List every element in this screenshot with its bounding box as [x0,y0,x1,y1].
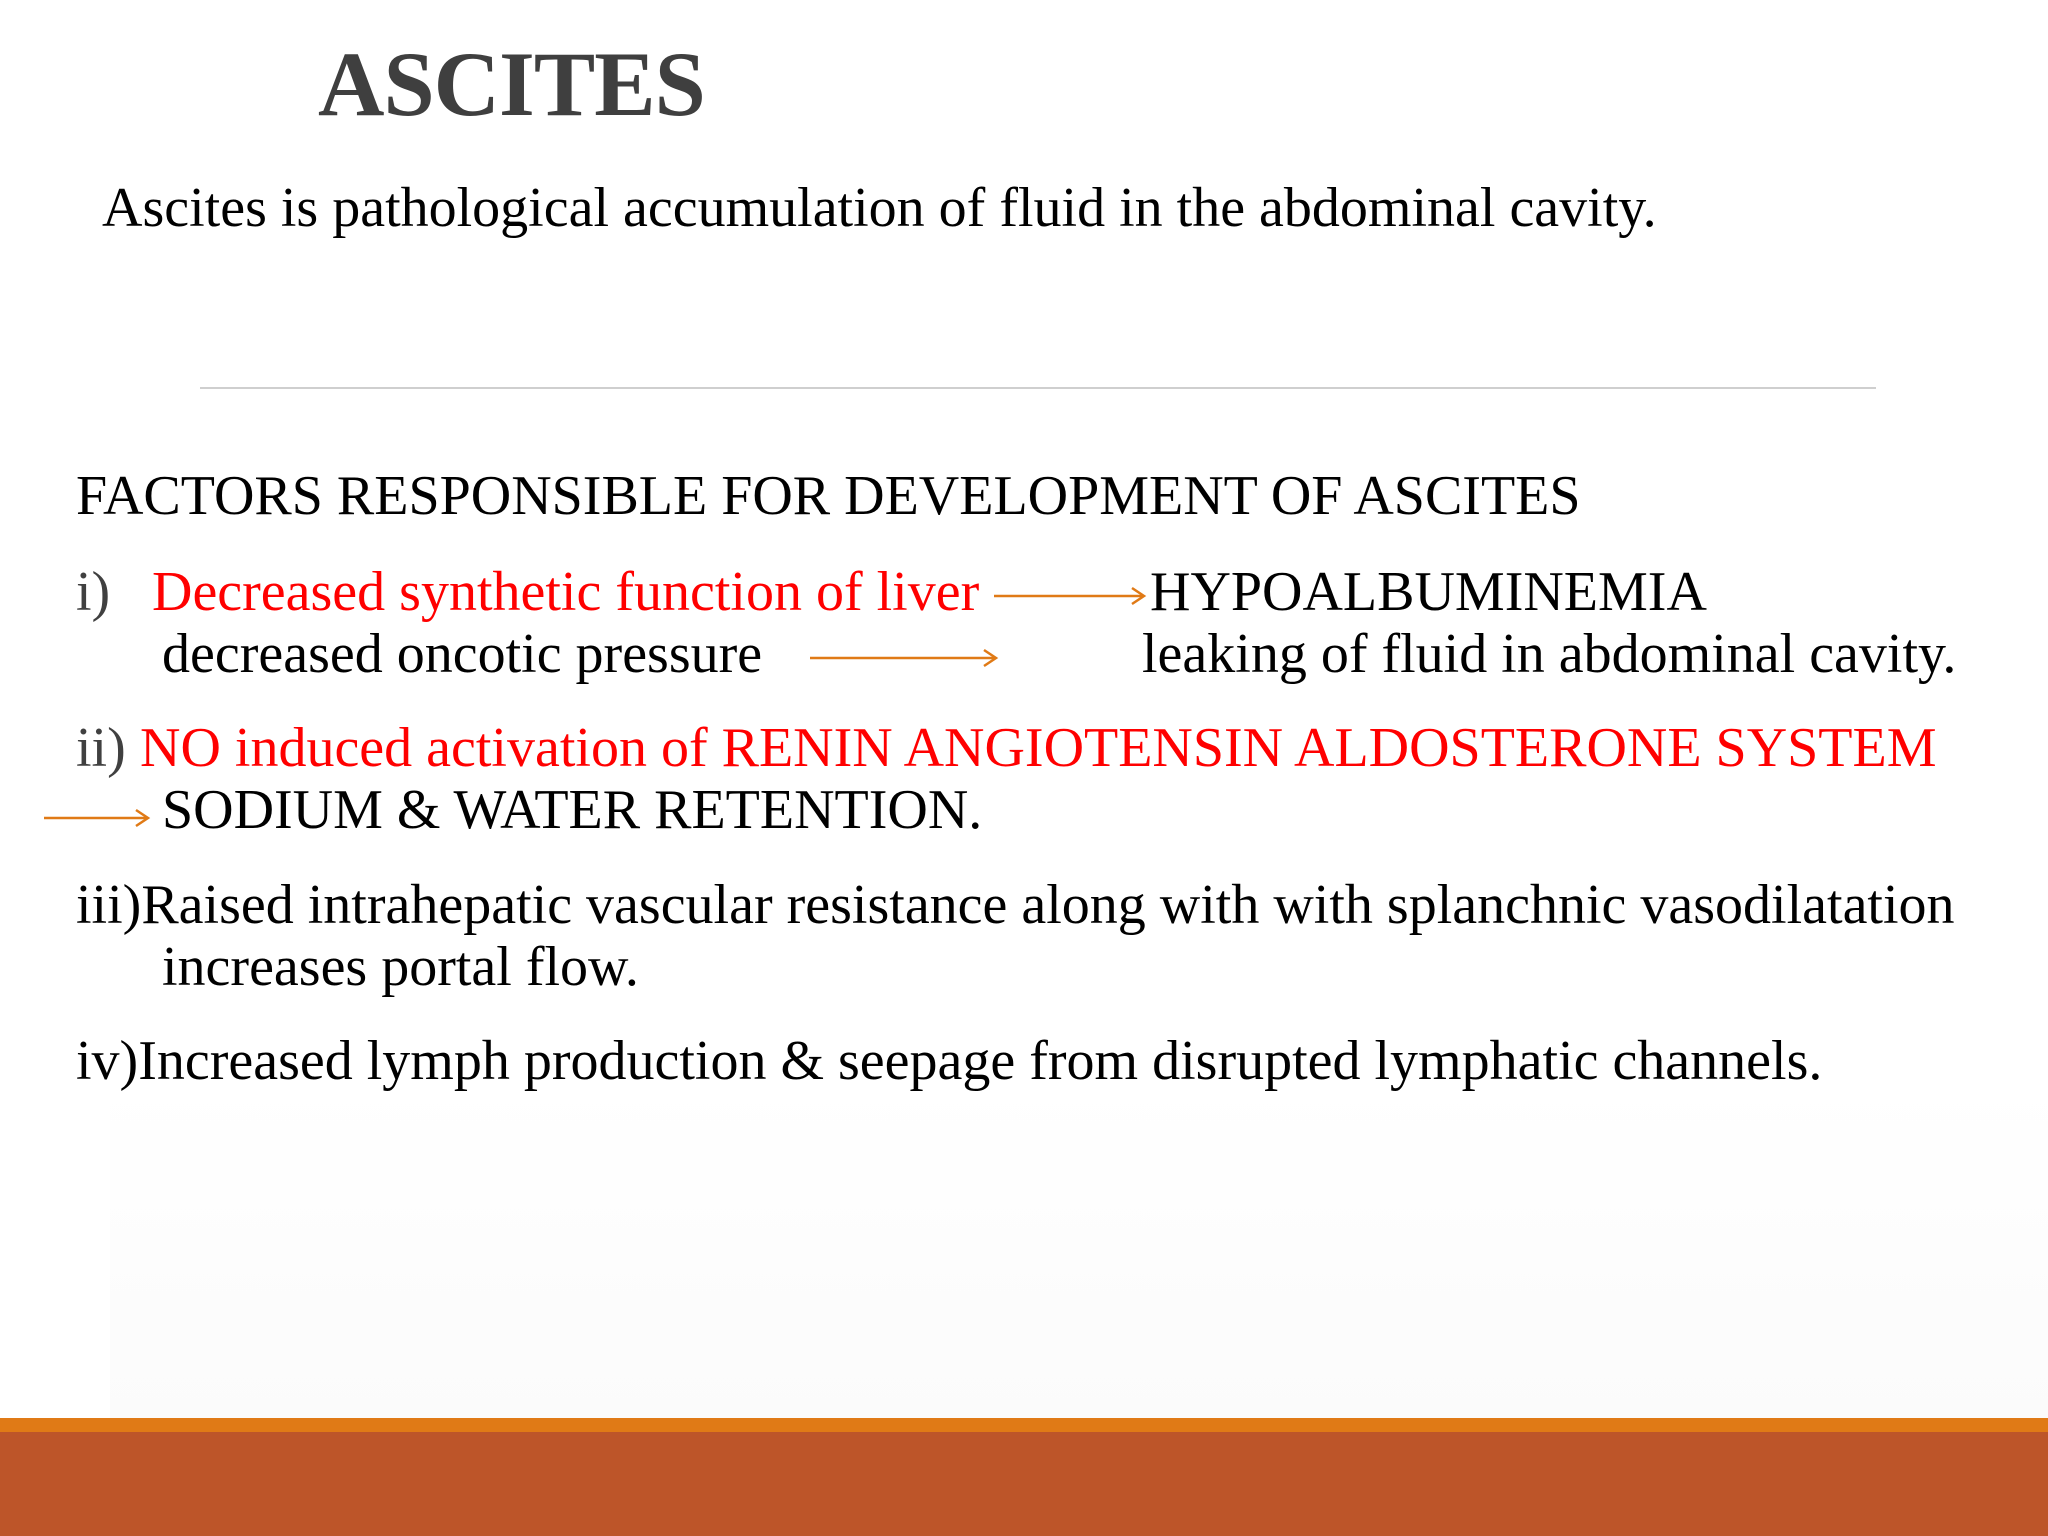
definition-text: Ascites is pathological accumulation of fluid in the abdominal cavity. [102,177,1657,239]
right-arrow-icon [994,584,1150,608]
factor3-line2: increases portal flow. [162,936,639,998]
factor2-result: SODIUM & WATER RETENTION. [162,779,983,841]
footer-accent-bar [0,1418,2048,1432]
factor2-cause: NO induced activation of RENIN ANGIOTENSIN ALDOSTERONE SYSTEM [140,717,1937,779]
factor3-line1: iii)Raised intrahepatic vascular resistance along with with splanchnic vasodilatation [76,874,1955,936]
factor2-marker: ii) [76,717,126,779]
slide-title: ASCITES [318,33,705,135]
factor1-line2-right: leaking of fluid in abdominal cavity. [1142,623,1957,685]
factor1-cause: Decreased synthetic function of liver [152,561,980,623]
right-arrow-icon [810,646,1002,670]
divider-line [200,387,1876,389]
background-shade [110,1080,2048,1420]
factor4-line1: iv)Increased lymph production & seepage from disrupted lymphatic channels. [76,1030,1823,1092]
footer-bar [0,1432,2048,1536]
factor1-marker: i) [76,561,111,623]
right-arrow-icon [44,806,154,830]
factor1-line2-left: decreased oncotic pressure [162,623,763,685]
factor1-result: HYPOALBUMINEMIA [1150,561,1707,623]
factors-heading: FACTORS RESPONSIBLE FOR DEVELOPMENT OF ASCITES [76,465,1581,527]
